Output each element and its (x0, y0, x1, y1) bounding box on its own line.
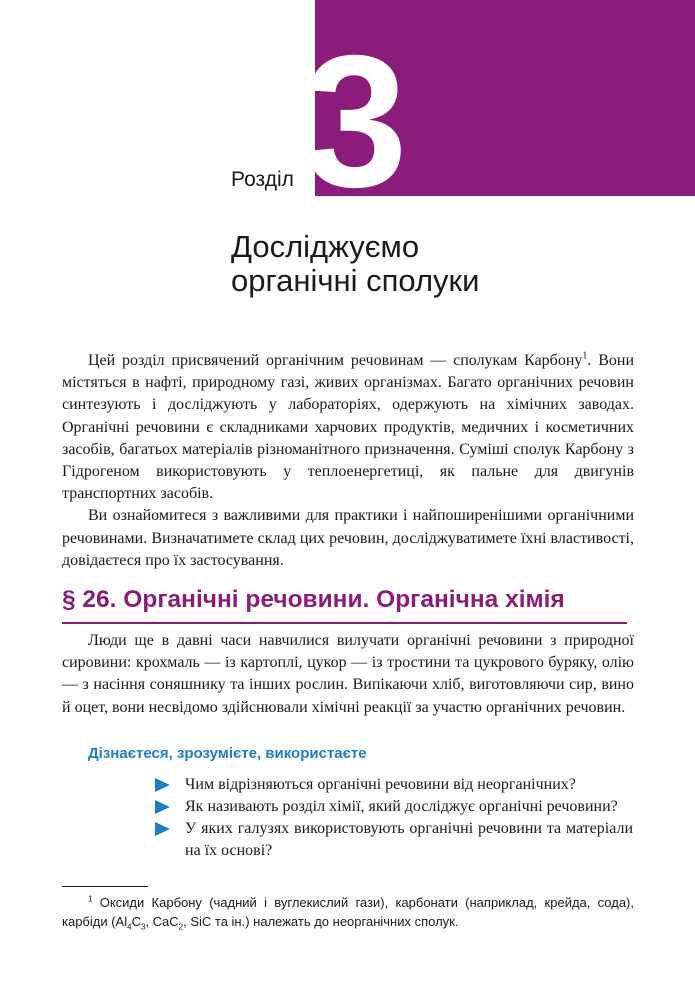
footnote-sub: 4 (127, 922, 132, 932)
footnote-sub: 2 (178, 922, 184, 932)
section-paragraph: Люди ще в давні часи навчилися вилучати органічні речовини з природної сировини: крохмаль — із картоплі, цукор — із тростини та цукрового буряку, олію — з насіння соняшнику та інших рослин. Випікаючи хліб, виготовляючи сир, вино й оцет, вони несвідомо здійснювали хімічні реакції за участю органічних речовин. (62, 632, 634, 716)
chapter-label: Розділ (231, 168, 294, 191)
triangle-bullet-icon (155, 800, 170, 814)
footnote-divider (62, 886, 148, 887)
section-title: § 26. Органічні речовини. Органічна хімія (62, 586, 565, 613)
question-text: Як називають розділ хімії, який досліджує органічні речовини? (185, 798, 618, 815)
section-body (62, 630, 634, 719)
chapter-number: 3 (303, 16, 404, 226)
footnote-text (62, 893, 634, 931)
intro-p1-text-cont: . Вони містяться в нафті, природному газі, живих організмах. Багато органічних речовин синтезують і досліджують у лабораторіях, одержують на хімічних заводах. Органічні речовини є складниками харчових продуктів, медичних і косметичних засобів, багатьох матеріалів різноманітного призначення. Суміші сполук Карбону з Гідрогеном використовують у теплоенергетиці, як пальне для двигунів транспортних засобів. (62, 352, 635, 503)
footnote-part: , CaC (145, 914, 179, 929)
footnote-part: Оксиди Карбону (чадний і вуглекислий гази), карбонати (наприклад, крейда, сода), карбіди (Al (62, 895, 634, 929)
section-divider (62, 622, 627, 624)
intro-paragraph-1 (62, 350, 634, 505)
learn-heading: Дізнаєтеся, зрозумієте, використаєте (88, 745, 367, 762)
question-text: У яких галузях використовують органічні речовини та матеріали на їх основі? (185, 820, 633, 859)
footnote-part: C (131, 914, 141, 929)
footnote-sub: 3 (140, 922, 146, 932)
learning-questions (155, 774, 633, 862)
chapter-title-line-1: Досліджуємо (231, 229, 420, 264)
footnote-mark: 1 (88, 894, 93, 904)
question-item (155, 774, 633, 796)
intro-p1-text: Цей розділ присвячений органічним речовинам — сполукам Карбону (88, 352, 583, 369)
footnote-ref: 1 (582, 350, 588, 362)
triangle-bullet-icon (155, 822, 170, 836)
intro-paragraph-2: Ви ознайомитеся з важливими для практики і найпоширенішими органічними речовинами. Визначатимете склад цих речовин, досліджуватимете їхні властивості, довідаєтеся про їх застосування. (62, 507, 634, 569)
chapter-title-line-2: органічні сполуки (231, 263, 480, 298)
question-text: Чим відрізняються органічні речовини від неорганічних? (185, 776, 576, 793)
question-item (155, 796, 633, 818)
question-item (155, 818, 633, 862)
footnote (62, 893, 634, 931)
triangle-bullet-icon (155, 778, 170, 792)
footnote-part: , SiC та ін.) належать до неорганічних сполук. (183, 914, 459, 929)
chapter-intro (62, 350, 634, 572)
chapter-title (231, 230, 651, 298)
